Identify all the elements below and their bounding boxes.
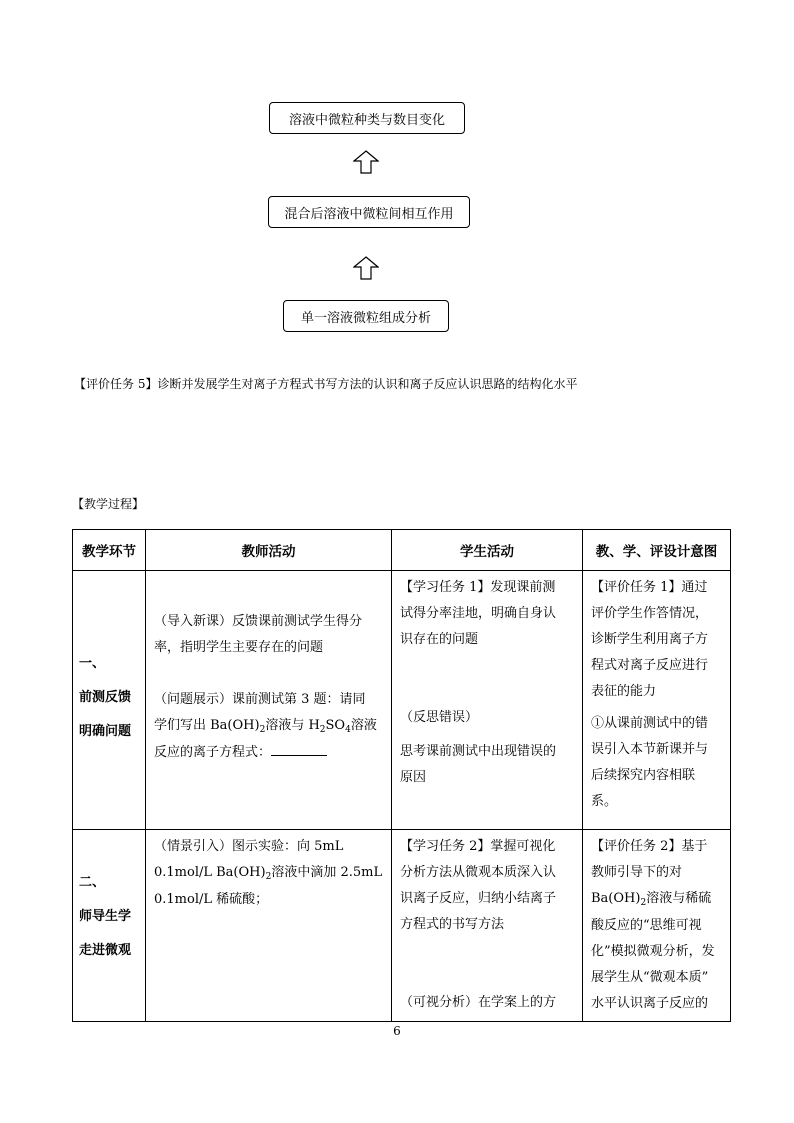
table-header-row (73, 530, 731, 571)
up-arrow-icon (353, 256, 379, 280)
answer-blank[interactable] (271, 741, 327, 756)
flow-box-bottom (283, 300, 449, 332)
student-line: 方程式的书写方法 (400, 917, 505, 932)
table-row (73, 830, 731, 1022)
flow-box-bottom-label: 单一溶液微粒组成分析 (300, 310, 431, 326)
stage-title-b: 明确问题 (79, 724, 132, 739)
flow-box-top-label: 溶液中微粒种类与数目变化 (288, 112, 445, 128)
student-line: 【学习任务 2】掌握可视化 (400, 839, 556, 854)
teacher-line: （情景引入）图示实验：向 5mL (154, 839, 344, 854)
stage-number: 一、 (79, 656, 106, 671)
table-row (73, 571, 731, 830)
design-line: $Ba(OH)_2$溶液与稀硫 (591, 891, 712, 908)
design-cell (583, 830, 731, 1022)
teacher-line: 反应的离子方程式： (154, 740, 383, 766)
teacher-line: （问题展示）课前测试第 3 题：请同 (154, 692, 366, 707)
student-line: 识离子反应，归纳小结离子 (400, 891, 557, 906)
student-line: 试得分率洼地，明确自身认 (400, 606, 557, 621)
student-line: （反思错误） (400, 710, 479, 725)
teacher-line: 学们写出 $Ba(OH)_2$溶液与 $H_2SO_4$溶液 (154, 718, 377, 735)
teacher-line: 0.1mol/L $Ba(OH)_2$溶液中滴加 2.5mL (154, 865, 383, 882)
stage-number: 二、 (79, 875, 106, 890)
design-line: 【评价任务 1】通过 (591, 580, 708, 595)
eval-task-5: 【评价任务 5】诊断并发展学生对离子方程式书写方法的认识和离子反应认识思路的结构化水平 (74, 377, 578, 391)
student-line: 原因 (400, 770, 427, 785)
design-line: 后续探究内容相联 (591, 768, 696, 783)
student-line: （可视分析）在学案上的方 (400, 995, 557, 1010)
student-line: 思考课前测试中出现错误的 (400, 744, 557, 759)
design-line: 表征的能力 (591, 684, 657, 699)
header-student: 学生活动 (392, 530, 583, 571)
teacher-line: 0.1mol/L 稀硫酸； (154, 892, 269, 907)
flow-box-mid-label: 混合后溶液中微粒间相互作用 (284, 206, 454, 222)
design-line: 程式对离子反应进行 (591, 658, 709, 673)
stage-cell (73, 830, 146, 1022)
design-line: 水平认识离子反应的 (591, 996, 709, 1011)
teacher-cell (146, 571, 392, 830)
design-line: 误引入本节新课并与 (591, 742, 709, 757)
design-line: 诊断学生利用离子方 (591, 632, 709, 647)
stage-title-a: 师导生学 (79, 909, 132, 924)
stage-title-b: 走进微观 (79, 943, 132, 958)
header-stage: 教学环节 (73, 530, 146, 571)
design-line: 展学生从“微观本质” (591, 970, 709, 985)
page-number: 6 (393, 1024, 401, 1038)
student-cell (392, 571, 583, 830)
student-cell (392, 830, 583, 1022)
up-arrow-icon (353, 150, 379, 174)
teacher-cell (146, 830, 392, 1022)
header-teacher: 教师活动 (146, 530, 392, 571)
flow-box-top (269, 102, 465, 134)
teacher-line: 率，指明学生主要存在的问题 (154, 640, 324, 655)
design-line: ①从课前测试中的错 (591, 716, 709, 731)
student-line: 分析方法从微观本质深入认 (400, 865, 557, 880)
header-design: 教、学、评设计意图 (583, 530, 731, 571)
stage-cell (73, 571, 146, 830)
design-line: 【评价任务 2】基于 (591, 839, 708, 854)
design-line: 系。 (591, 794, 618, 809)
stage-title-a: 前测反馈 (79, 690, 132, 705)
design-line: 化”模拟微观分析，发 (591, 944, 715, 959)
design-cell (583, 571, 731, 830)
design-line: 评价学生作答情况， (591, 606, 709, 621)
design-line: 教师引导下的对 (591, 865, 683, 880)
design-line: 酸反应的“思维可视 (591, 918, 702, 933)
flow-box-mid (268, 196, 470, 228)
process-heading: 【教学过程】 (72, 497, 145, 511)
process-table (72, 529, 731, 1022)
teacher-line: （导入新课）反馈课前测试学生得分 (154, 614, 363, 629)
student-line: 识存在的问题 (400, 632, 479, 647)
student-line: 【学习任务 1】发现课前测 (400, 580, 556, 595)
